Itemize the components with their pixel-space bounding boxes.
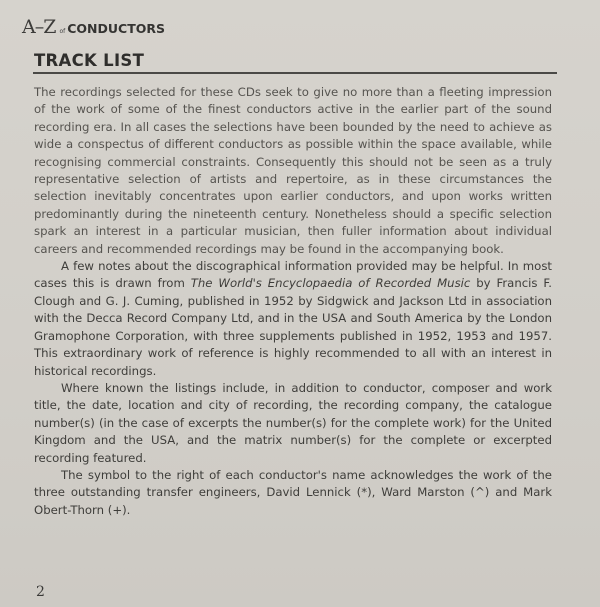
paragraph-intro: The recordings selected for these CDs seek to give no more than a fleeting impression of the work of some of the finest conductors active in the earlier part of the sound recording era. In all cases the selections have been bounded by the need to achieve as wide a conspectus of different conductors as possible within the space available, while recognising commercial constraints. Consequently this should not be seen as a truly representative selection of artists and repertoire, as in these circumstances the selection inevitably concentrates upon earlier conductors, and upon works written predominantly during the nineteenth century. Nonetheless should a specific selection spark an interest in a particular musician, then fuller information about individual careers and recommended recordings may be found in the accompanying book. (34, 85, 552, 256)
paragraph-discography-end: by Francis F. Clough and G. J. Cuming, published in 1952 by Sidgwick and Jackson Ltd in association with the Decca Record Company Ltd, and in the USA and South America by the London Gramophone Corporation, with three supplements published in 1952, 1953 and 1957. This extraordinary work of reference is highly recommended to all with an interest in historical recordings. (34, 276, 552, 378)
brand-letter-z: Z (43, 16, 57, 38)
brand-of: of (59, 28, 66, 35)
section-title: TRACK LIST (34, 51, 145, 70)
series-header (22, 16, 165, 40)
title-underline (33, 72, 557, 74)
paragraph-discography-start: A few notes about the discographical information provided may be helpful. In most cases this is drawn from (34, 259, 552, 291)
brand-dash: – (34, 16, 45, 38)
paragraph-engineers: The symbol to the right of each conductor's name acknowledges the work of the three outstanding transfer engineers, David Lennick (*), Ward Marston (^) and Mark Obert-Thorn (+). (34, 467, 552, 517)
series-title: CONDUCTORS (67, 21, 165, 36)
body-text (34, 84, 552, 519)
brand-letter-a: A (22, 16, 36, 38)
paragraph-discography (34, 258, 552, 380)
page-number: 2 (36, 584, 45, 600)
paragraph-listings: Where known the listings include, in addition to conductor, composer and work title, the date, location and city of recording, the recording company, the catalogue number(s) (in the case of excerpts the number(s) for the complete work) for the United Kingdom and the USA, and the matrix number(s) for the complete or excerpted recording featured. (34, 380, 552, 465)
book-title: The World's Encyclopaedia of Recorded Music (190, 276, 471, 291)
